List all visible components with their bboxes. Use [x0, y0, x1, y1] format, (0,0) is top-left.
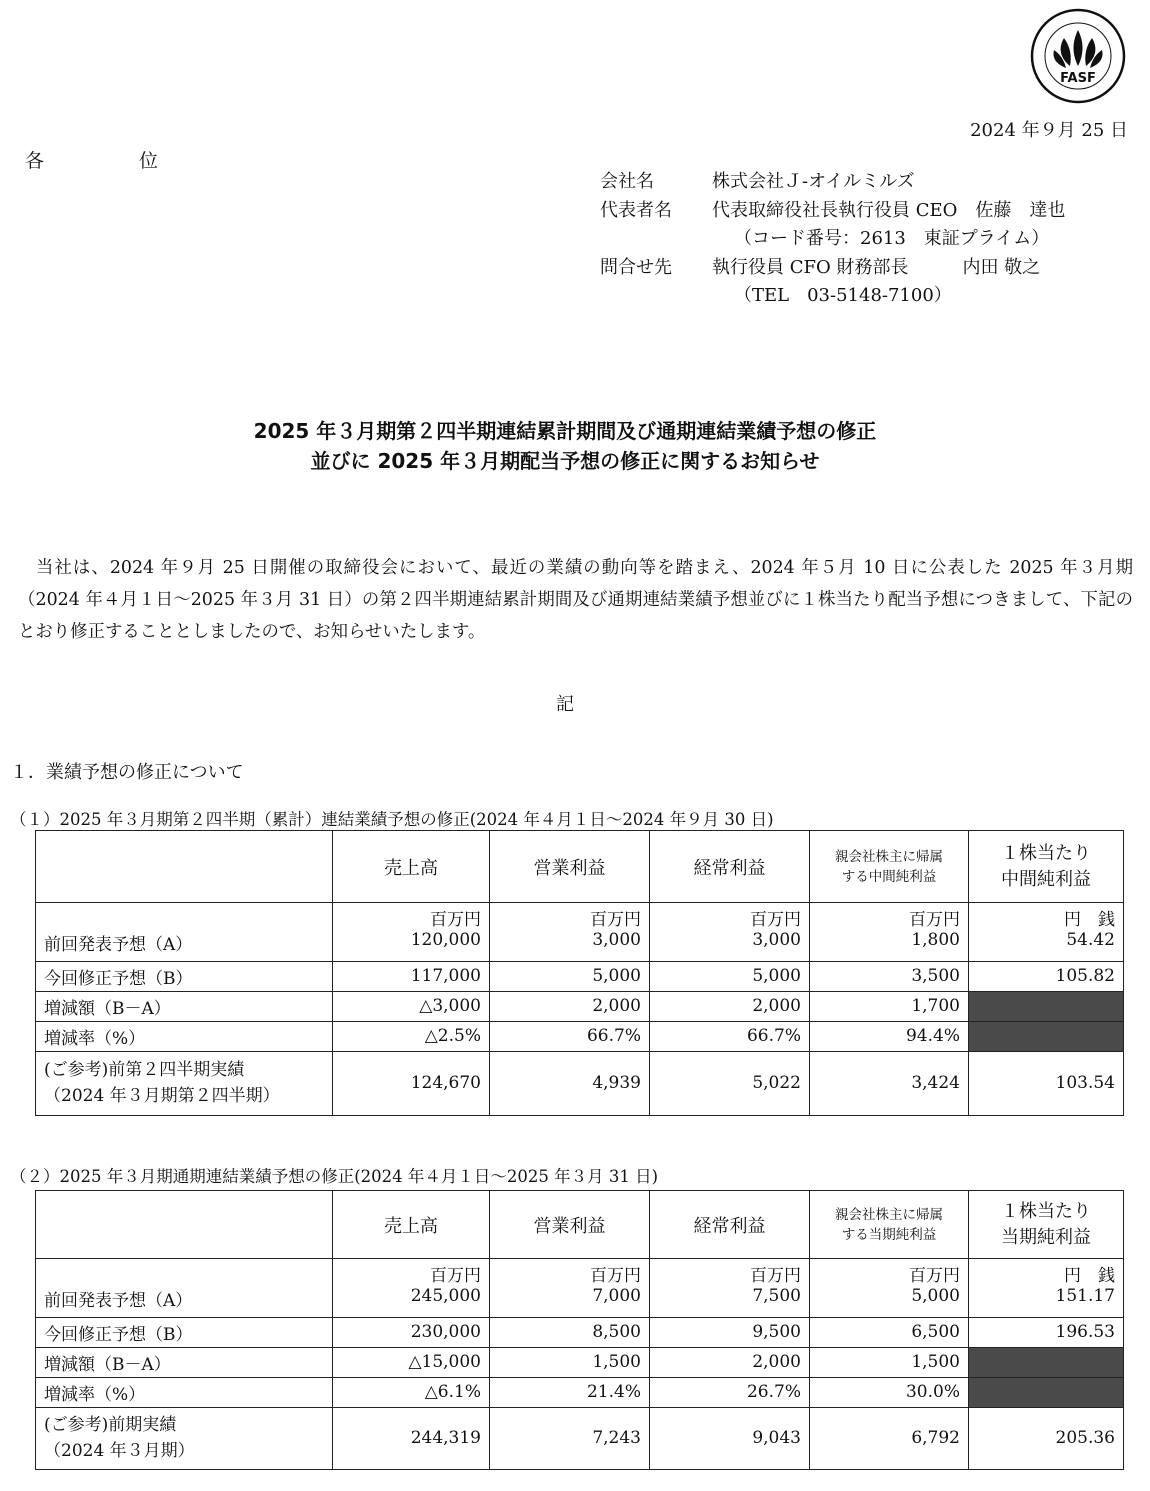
table1-cell: 1,800: [810, 930, 969, 961]
table1-row-change: [36, 991, 1124, 1021]
table1-cell: 117,000: [333, 961, 490, 991]
table1-cell: 4,939: [490, 1051, 650, 1115]
body-paragraph: 当社は、2024 年９月 25 日開催の取締役会において、最近の業績の動向等を踏まえ、2024 年５月 10 日に公表した 2025 年３月期（2024 年４月１日～2025 年３月 31 日）の第２四半期連結累計期間及び通期連結業績予想並びに１株当たり配当予想につきまして、下記のとおり修正することとしましたので、お知らせいたします。: [18, 558, 1133, 642]
table2-cell: 7,500: [650, 1286, 810, 1317]
table1-corner: [36, 831, 333, 903]
contact-tel: （TEL 03-5148-7100）: [734, 285, 952, 306]
table1-cell: 94.4%: [810, 1021, 969, 1051]
table2-row-rate: [36, 1377, 1124, 1407]
table1-header-row: [36, 831, 1124, 903]
table1-header-netincome: [810, 831, 969, 903]
table2-row-label: 増減額（B－A）: [36, 1347, 333, 1377]
table2-row-label: 今回修正予想（B）: [36, 1317, 333, 1347]
table1-heading: （１）2025 年３月期第２四半期（累計）連結業績予想の修正(2024 年４月１日～2024 年９月 30 日): [10, 810, 774, 829]
table1-cell: 120,000: [333, 930, 490, 961]
table2-cell: 6,500: [810, 1317, 969, 1347]
table1-row-label: 増減率（%）: [36, 1021, 333, 1051]
table1-row-label: 前回発表予想（A）: [36, 930, 333, 961]
company-value: 株式会社Ｊ-オイルミルズ: [712, 171, 915, 192]
table1-header-eps-l2: 中間純利益: [1001, 868, 1091, 890]
table1-ref-label: [36, 1051, 333, 1115]
table1-row-rate: [36, 1021, 1124, 1051]
table2-cell: 26.7%: [650, 1377, 810, 1407]
table1-cell: 3,000: [490, 930, 650, 961]
title-line-1: 2025 年３月期第２四半期連結累計期間及び通期連結業績予想の修正: [253, 419, 877, 443]
table1-cell: 1,700: [810, 991, 969, 1021]
table2-shaded-cell: [969, 1347, 1124, 1377]
ki-marker: 記: [556, 694, 574, 715]
table1-cell: 124,670: [333, 1051, 490, 1115]
table2-row-change: [36, 1347, 1124, 1377]
table1-cell: 2,000: [650, 991, 810, 1021]
table2-cell: 7,000: [490, 1286, 650, 1317]
table2-header-netincome: [810, 1191, 969, 1259]
table1-unit: 百万円: [490, 903, 650, 931]
table2-header-netincome-l2: する当期純利益: [841, 1226, 937, 1243]
table2-cell: 196.53: [969, 1317, 1124, 1347]
table2-header-sales: 売上高: [333, 1191, 490, 1259]
table2-header-eps: [969, 1191, 1124, 1259]
table2-heading: （２）2025 年３月期通期連結業績予想の修正(2024 年４月１日～2025 年３月 31 日): [10, 1167, 659, 1186]
table1-row-previous: [36, 930, 1124, 961]
table1-cell: 5,022: [650, 1051, 810, 1115]
table2-unit: 円 銭: [969, 1259, 1124, 1287]
table2-cell: △15,000: [333, 1347, 490, 1377]
table2-cell: 230,000: [333, 1317, 490, 1347]
table1-cell: 2,000: [490, 991, 650, 1021]
table1-unit-blank: [36, 903, 333, 931]
table2-header-ordinary: 経常利益: [650, 1191, 810, 1259]
table1-cell: 105.82: [969, 961, 1124, 991]
company-info: [600, 168, 1065, 311]
table1-cell: △2.5%: [333, 1021, 490, 1051]
table2-shaded-cell: [969, 1377, 1124, 1407]
table2-cell: 2,000: [650, 1347, 810, 1377]
table1-header-operating: 営業利益: [490, 831, 650, 903]
table1-row-label: 増減額（B－A）: [36, 991, 333, 1021]
title-line-2: 並びに 2025 年３月期配当予想の修正に関するお知らせ: [310, 449, 820, 473]
stock-code: （コード番号：2613 東証プライム）: [734, 228, 1050, 249]
representative-value: 代表取締役社長執行役員 CEO 佐藤 達也: [712, 199, 1066, 221]
table1-cell: 5,000: [650, 961, 810, 991]
table1-cell: 66.7%: [490, 1021, 650, 1051]
release-date: 2024 年９月 25 日: [970, 120, 1128, 141]
table2-unit: 百万円: [650, 1259, 810, 1287]
table2-cell: 245,000: [333, 1286, 490, 1317]
table1-shaded-cell: [969, 1021, 1124, 1051]
table1-unit: 百万円: [650, 903, 810, 931]
table2-cell: 7,243: [490, 1407, 650, 1469]
table1-cell: 3,000: [650, 930, 810, 961]
table2-cell: 1,500: [810, 1347, 969, 1377]
contact-label: 問合せ先: [600, 256, 672, 278]
addressee: 各 位: [25, 150, 197, 172]
section-heading: １．業績予想の修正について: [10, 762, 244, 783]
contact-value: 執行役員 CFO 財務部長 内田 敬之: [712, 256, 1041, 278]
table1-ref-label-l2: （2024 年３月期第２四半期）: [44, 1086, 280, 1106]
table1-cell: 3,500: [810, 961, 969, 991]
table2-cell: 244,319: [333, 1407, 490, 1469]
table2-cell: 30.0%: [810, 1377, 969, 1407]
table1-row-label: 今回修正予想（B）: [36, 961, 333, 991]
company-label: 会社名: [600, 171, 654, 192]
table1-cell: 3,424: [810, 1051, 969, 1115]
table1-cell: 5,000: [490, 961, 650, 991]
table1-unit: 百万円: [810, 903, 969, 931]
table2-header-operating: 営業利益: [490, 1191, 650, 1259]
table1-header-ordinary: 経常利益: [650, 831, 810, 903]
table1-cell: △3,000: [333, 991, 490, 1021]
table2-cell: 21.4%: [490, 1377, 650, 1407]
fasf-leaf-logo-icon: [1030, 8, 1126, 104]
table2-header-netincome-l1: 親会社株主に帰属: [835, 1206, 943, 1223]
table1-cell: 103.54: [969, 1051, 1124, 1115]
table1-row-reference: [36, 1051, 1124, 1115]
table2-cell: 8,500: [490, 1317, 650, 1347]
table2-cell: 1,500: [490, 1347, 650, 1377]
table2-ref-label: [36, 1407, 333, 1469]
table1-unit: 百万円: [333, 903, 490, 931]
table2-header-eps-l1: １株当たり: [1001, 1200, 1091, 1222]
logo-text: FASF: [1060, 71, 1096, 86]
table1-row-revised: [36, 961, 1124, 991]
table1-unit-row: [36, 903, 1124, 931]
table2-corner: [36, 1191, 333, 1259]
table1-cell: 54.42: [969, 930, 1124, 961]
table2-row-revised: [36, 1317, 1124, 1347]
table1-header-netincome-l1: 親会社株主に帰属: [835, 848, 943, 865]
table2-unit-blank: [36, 1259, 333, 1287]
table1-header-sales: 売上高: [333, 831, 490, 903]
table2-header-row: [36, 1191, 1124, 1259]
table2-cell: 9,500: [650, 1317, 810, 1347]
company-row: [600, 168, 1065, 197]
table2-unit: 百万円: [333, 1259, 490, 1287]
table2-row-label: 前回発表予想（A）: [36, 1286, 333, 1317]
table1-shaded-cell: [969, 991, 1124, 1021]
table1-header-eps: [969, 831, 1124, 903]
table2-ref-label-l2: （2024 年３月期）: [44, 1441, 195, 1461]
table2-header-eps-l2: 当期純利益: [1001, 1226, 1091, 1248]
table2-ref-label-l1: (ご参考)前期実績: [44, 1415, 177, 1435]
table2-unit: 百万円: [810, 1259, 969, 1287]
table2-unit: 百万円: [490, 1259, 650, 1287]
table2-row-reference: [36, 1407, 1124, 1469]
table2-unit-row: [36, 1259, 1124, 1287]
table1-cell: 66.7%: [650, 1021, 810, 1051]
table1-unit: 円 銭: [969, 903, 1124, 931]
document-title: [0, 416, 1130, 476]
table2-cell: 6,792: [810, 1407, 969, 1469]
table2-cell: △6.1%: [333, 1377, 490, 1407]
table2-row-label: 増減率（%）: [36, 1377, 333, 1407]
representative-label: 代表者名: [600, 199, 672, 221]
table2-cell: 205.36: [969, 1407, 1124, 1469]
table2-row-previous: [36, 1286, 1124, 1317]
contact-row: [600, 254, 1065, 283]
table2-cell: 5,000: [810, 1286, 969, 1317]
table1-header-eps-l1: １株当たり: [1001, 842, 1091, 864]
table1-ref-label-l1: (ご参考)前第２四半期実績: [44, 1060, 245, 1080]
table1: [35, 830, 1124, 1116]
table2-cell: 151.17: [969, 1286, 1124, 1317]
representative-row: [600, 197, 1065, 226]
table2-cell: 9,043: [650, 1407, 810, 1469]
table2: [35, 1190, 1124, 1470]
table1-header-netincome-l2: する中間純利益: [841, 868, 937, 885]
